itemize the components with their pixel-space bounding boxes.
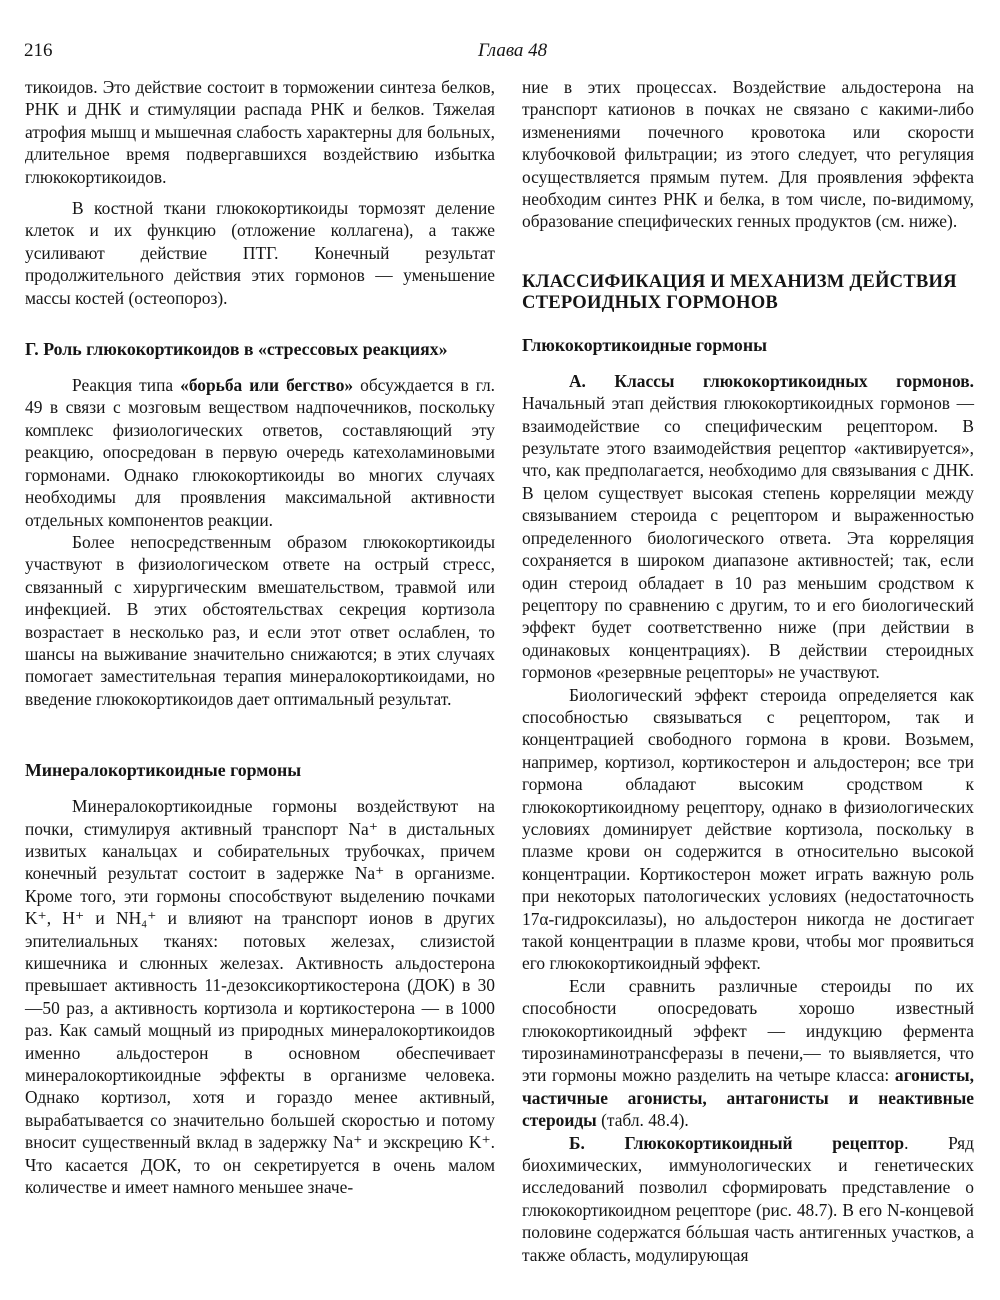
right-paragraph-3	[522, 975, 974, 1132]
left-paragraph-3	[25, 374, 495, 531]
text-run: Если сравнить различные стероиды по их способности опосредовать хорошо известный глюкокортикоидный эффект — индукцию фермента тирозинаминотрансферазы в печени,— то выявляется, что эти гормоны можно разделить на четыре класса:	[522, 975, 974, 1086]
bold-term-steroid-classes: агонисты, частичные агонисты, антагонисты и неактивные стероиды	[522, 1065, 974, 1131]
right-paragraph-classes	[522, 370, 974, 684]
running-head: Глава 48	[478, 40, 548, 61]
text-run: Начальный этап действия глюкокортикоидных гормонов — взаимодействие со специфическим рецептором. В результате этого взаимодействия рецептор «активируется», что, как предполагается, необходимо для связывания с ДНК. В целом существует высокая степень корреляции между связыванием стероида с рецептором и выраженностью определенного биологического ответа. Эта корреляция сохраняется в широком диапазоне активностей; так, если один стероид обладает в 10 раз меньшим сродством к рецептору по сравнению с другим, то и его биологический эффект будет соответственно ниже (при действии в одинаковых концентрациях). В действии стероидных гормонов «резервные рецепторы» не участвуют.	[522, 393, 974, 683]
bold-term-receptor: Б. Глюкокортикоидный рецептор	[569, 1132, 905, 1153]
left-paragraph-4: Более непосредственным образом глюкокортикоиды участвуют в физиологическом ответе на острый стресс, связанный с хирургическим вмешательством, травмой или инфекцией. В этих обстоятельствах секреция кортизола возрастает в несколько раз, и если этот ответ ослаблен, то шансы на выживание значительно снижаются; в этих случаях помогает заместительная терапия минералокортикоидами, но введение глюкокортикоидов дает оптимальный результат.	[25, 531, 495, 709]
bold-term-fight-or-flight: «борьба или бегство»	[180, 375, 354, 396]
left-paragraph-2: В костной ткани глюкокортикоиды тормозят деление клеток и их функцию (отложение коллагена), а также усиливают действие ПТГ. Конечный результат продолжительного действия этих гормонов — уменьшение массы костей (остеопороз).	[25, 198, 495, 308]
section-heading-classification: КЛАССИФИКАЦИЯ И МЕХАНИЗМ ДЕЙСТВИЯ СТЕРОИДНЫХ ГОРМОНОВ	[522, 270, 957, 313]
right-paragraph-receptor	[522, 1132, 974, 1266]
left-paragraph-5: Минералокортикоидные гормоны воздействуют на почки, стимулируя активный транспорт Na⁺ в дистальных извитых канальцах и собирательных трубочках, причем конечный результат состоит в задержке Na⁺ в организме. Кроме того, эти гормоны способствуют выделению почками K⁺, H⁺ и NH₄⁺ и влияют на транспорт ионов в других эпителиальных тканях: потовых железах, слизистой кишечника и слюнных железах. Активность альдостерона превышает активность 11-дезоксикортикостерона (ДОК) в 30—50 раз, а активность кортизола и кортикостерона — в 1000 раз. Как самый мощный из природных минералокортикоидов именно альдостерон в основном обеспечивает минералокортикоидные эффекты в организме человека. Однако кортизол, хотя и гораздо менее активный, вырабатывается со значительно большей скоростью и потому вносит существенный вклад в задержку Na⁺ и экскрецию K⁺. Что касается ДОК, то он секретируется в очень малом количестве и имеет намного меньшее значе-	[25, 796, 495, 1198]
page-header	[0, 0, 1000, 60]
text-run: Реакция типа	[72, 375, 181, 396]
right-column	[522, 76, 974, 1266]
heading-glucocorticoids: Глюкокортикоидные гормоны	[522, 334, 767, 355]
left-column	[25, 76, 495, 1198]
heading-stress-reactions: Г. Роль глюкокортикоидов в «стрессовых реакциях»	[25, 339, 448, 360]
heading-mineralocorticoids: Минералокортикоидные гормоны	[25, 760, 302, 781]
left-paragraph-1: тикоидов. Это действие состоит в торможении синтеза белков, РНК и ДНК и стимуляции распада РНК и белков. Тяжелая атрофия мышц и мышечная слабость характерны для больных, длительное время подвергавшихся воздействию избытка глюкокортикоидов.	[25, 77, 495, 187]
page-number: 216	[24, 40, 53, 61]
text-run: обсуждается в гл. 49 в связи с мозговым веществом надпочечников, поскольку комплекс физиологических ответов, составляющий эту реакцию, опосредован в первую очередь катехоламиновыми гормонами. Однако глюкокортикоиды во многих случаях необходимы для проявления максимальной активности отдельных компонентов реакции.	[25, 375, 495, 530]
text-run: (табл. 48.4).	[596, 1110, 689, 1131]
text-run: . Ряд биохимических, иммунологических и генетических исследований позволил сформировать представление о глюкокортикоидном рецепторе (рис. 48.7). В его N-концевой половине содержатся бóльшая часть антигенных участков, а также область, модулирующая	[522, 1132, 974, 1265]
bold-term-classes: А. Классы глюкокортикоидных гормонов.	[569, 370, 974, 391]
right-paragraph-2: Биологический эффект стероида определяется как способностью связываться с рецептором, так и концентрацией свободного гормона в крови. Возьмем, например, кортизол, кортикостерон и альдостерон; все три гормона обладают высоким сродством к глюкокортикоидному рецептору, однако в физиологических условиях доминирует действие кортизола, поскольку в плазме крови он содержится в относительно высокой концентрации. Кортикостерон может играть важную роль при некоторых патологических условиях (недостаточность 17α-гидроксилазы), но альдостерон никогда не достигает такой концентрации в плазме крови, чтобы мог проявиться его глюкокортикоидный эффект.	[522, 684, 974, 974]
right-paragraph-1: ние в этих процессах. Воздействие альдостерона на транспорт катионов в почках не связано с какими-либо изменениями почечного кровотока или скорости клубочковой фильтрации; из этого следует, что регуляция осуществляется прямым путем. Для проявления эффекта необходим синтез РНК и белка, в том числе, по-видимому, образование специфических генных продуктов (см. ниже).	[522, 77, 974, 232]
